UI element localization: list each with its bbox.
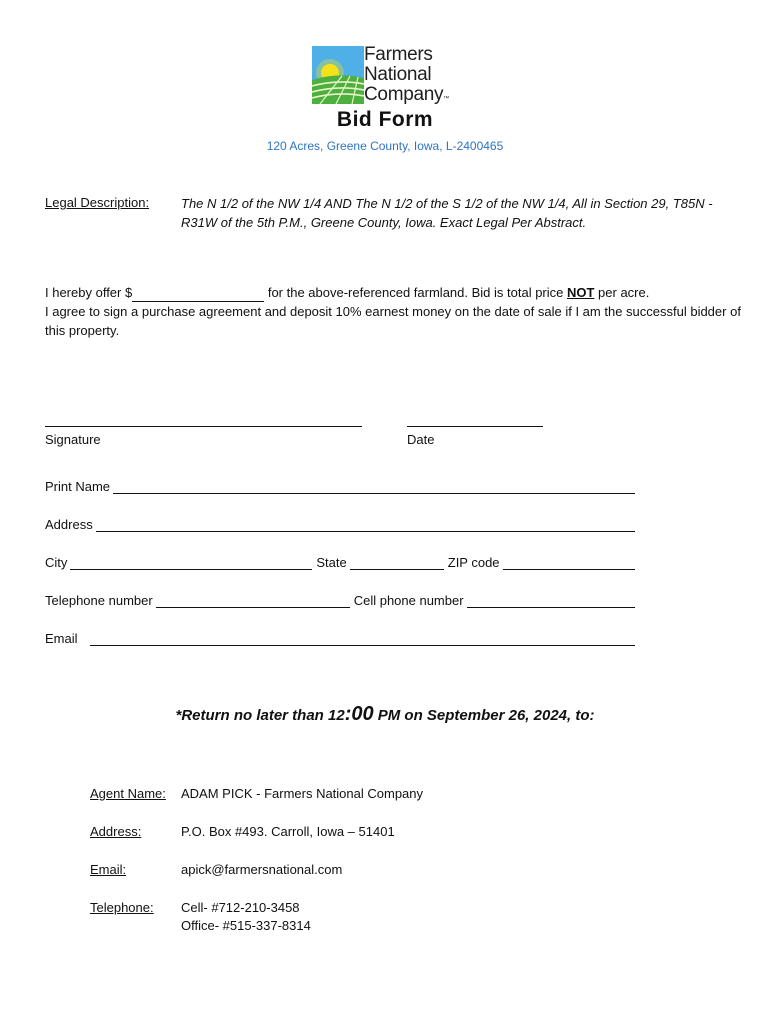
zip-label: ZIP code bbox=[447, 555, 500, 570]
logo-line-3: Company™ bbox=[364, 84, 449, 105]
address-row bbox=[45, 517, 635, 532]
property-subtitle: 120 Acres, Greene County, Iowa, L-2400465 bbox=[266, 139, 504, 153]
page-title: Bid Form bbox=[336, 108, 434, 131]
agent-cell-phone: Cell- #712-210-3458 bbox=[181, 900, 300, 915]
logo-line-2: National bbox=[364, 64, 432, 85]
return-prefix: *Return no later than 12 bbox=[175, 707, 345, 724]
return-suffix: PM on September 26, 2024, to: bbox=[373, 707, 595, 724]
print-name-field[interactable] bbox=[113, 479, 635, 494]
offer-agreement: I agree to sign a purchase agreement and deposit 10% earnest money on the date of sale if I am the successful bidder of this property. bbox=[45, 304, 741, 338]
offer-amount-blank[interactable] bbox=[132, 287, 264, 302]
state-label: State bbox=[316, 555, 347, 570]
agent-telephone-label: Telephone: bbox=[90, 900, 154, 915]
logo-line-1: Farmers bbox=[364, 44, 433, 65]
cell-phone-field[interactable] bbox=[467, 593, 635, 608]
email-label: Email bbox=[45, 631, 78, 646]
offer-not-word: NOT bbox=[566, 285, 595, 300]
agent-address-label: Address: bbox=[90, 824, 142, 839]
print-name-row bbox=[45, 479, 635, 494]
agent-email-label: Email: bbox=[90, 862, 127, 877]
agent-email-value[interactable]: apick@farmersnational.com bbox=[181, 862, 343, 877]
signature-label: Signature bbox=[45, 432, 101, 447]
zip-field[interactable] bbox=[503, 555, 635, 570]
logo-wordmark bbox=[364, 45, 449, 109]
cell-phone-label: Cell phone number bbox=[353, 593, 464, 608]
date-label: Date bbox=[407, 432, 435, 447]
agent-name-label: Agent Name: bbox=[90, 786, 166, 801]
phone-row bbox=[45, 593, 635, 608]
city-field[interactable] bbox=[70, 555, 312, 570]
print-name-label: Print Name bbox=[45, 479, 111, 494]
offer-paragraph bbox=[45, 283, 745, 340]
city-label: City bbox=[45, 555, 68, 570]
address-field[interactable] bbox=[96, 517, 635, 532]
telephone-field[interactable] bbox=[156, 593, 350, 608]
legal-description-text: The N 1/2 of the NW 1/4 AND The N 1/2 of the S 1/2 of the NW 1/4, All in Section 29, T85N - R31W of the 5th P.M., Greene County, Iowa. Exact Legal Per Abstract. bbox=[181, 196, 713, 230]
date-line[interactable] bbox=[407, 426, 543, 427]
email-field[interactable] bbox=[90, 631, 635, 646]
state-field[interactable] bbox=[350, 555, 444, 570]
offer-prefix: I hereby offer $ bbox=[45, 285, 133, 300]
offer-suffix: per acre. bbox=[594, 285, 650, 300]
return-time-minutes: :00 bbox=[344, 703, 374, 725]
legal-description-label: Legal Description: bbox=[45, 195, 150, 210]
agent-office-phone: Office- #515-337-8314 bbox=[181, 918, 311, 933]
agent-name-value: ADAM PICK - Farmers National Company bbox=[181, 786, 424, 801]
offer-middle: for the above-referenced farmland. Bid is total price bbox=[264, 285, 567, 300]
address-label: Address bbox=[45, 517, 93, 532]
telephone-label: Telephone number bbox=[45, 593, 153, 608]
trademark-symbol: ™ bbox=[443, 96, 449, 102]
email-row bbox=[45, 631, 635, 646]
agent-address-value: P.O. Box #493. Carroll, Iowa – 51401 bbox=[181, 824, 395, 839]
signature-line[interactable] bbox=[45, 426, 362, 427]
city-state-zip-row bbox=[45, 555, 635, 570]
agent-telephone-value bbox=[181, 899, 311, 935]
return-deadline-note bbox=[0, 703, 770, 726]
